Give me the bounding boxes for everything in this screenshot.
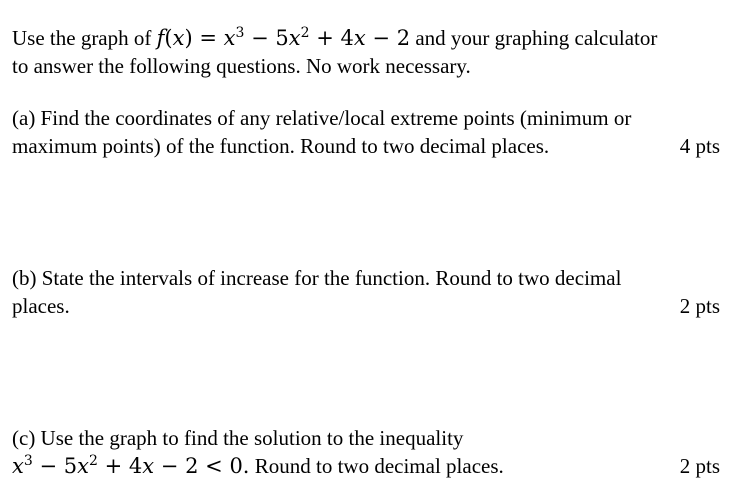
part-c-line-2	[12, 452, 720, 480]
inequality-expression: $x^3 - 5x^2 + 4x - 2 < 0$.	[12, 453, 250, 478]
intro-text-end: and your graphing calculator	[415, 26, 658, 50]
part-b-line-2	[12, 292, 720, 320]
function-expression: $f(x) = x^3 - 5x^2 + 4x - 2$	[156, 25, 411, 50]
part-a-text: maximum points) of the function. Round to two decimal places.	[12, 134, 550, 158]
part-a-line-1: (a) Find the coordinates of any relative/local extreme points (minimum or	[12, 106, 632, 130]
intro-line-2: to answer the following questions. No work necessary.	[12, 54, 471, 78]
part-b-text: places.	[12, 294, 70, 318]
intro-text-start: Use the graph of	[12, 26, 152, 50]
part-c-points: 2 pts	[679, 454, 720, 478]
part-b-line-1: (b) State the intervals of increase for the function. Round to two decimal	[12, 266, 622, 290]
part-c-line-1: (c) Use the graph to find the solution to the inequality	[12, 426, 464, 450]
part-a-points: 4 pts	[679, 134, 720, 158]
part-a-line-2	[12, 132, 720, 160]
part-b-points: 2 pts	[679, 294, 720, 318]
part-c-text: Round to two decimal places.	[254, 454, 504, 478]
intro-line-1	[12, 24, 720, 52]
